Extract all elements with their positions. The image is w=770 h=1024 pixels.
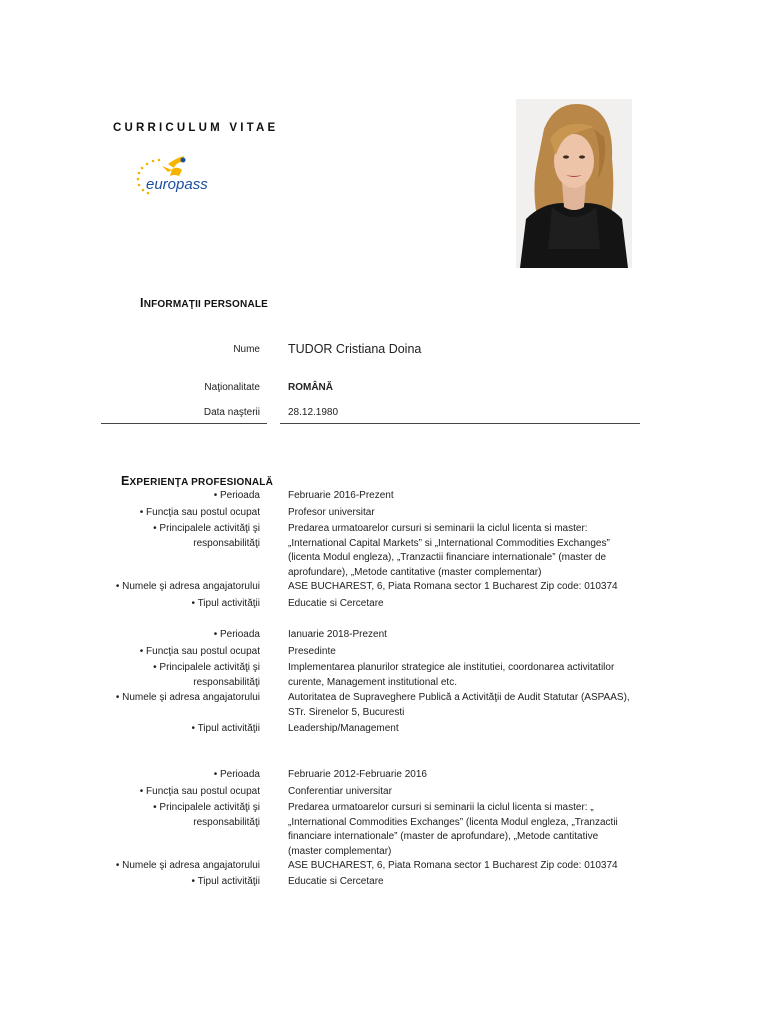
activities-label: • Principalele activităţi şi responsabilităţi: [153, 802, 260, 828]
employer-label: • Numele şi adresa angajatorului: [115, 581, 260, 592]
logo-text: europass: [146, 176, 208, 193]
employer-label: • Numele şi adresa angajatorului: [115, 860, 260, 871]
period-label: • Perioada: [213, 769, 260, 780]
employer-value: Autoritatea de Supraveghere Publică a Activităţii de Audit Statutar (ASPAAS), STr. Sirenelor 5, Bucuresti: [288, 692, 630, 718]
birthdate-value: 28.12.1980: [288, 407, 339, 418]
role-label: • Funcţia sau postul ocupat: [139, 786, 260, 797]
employer-value: ASE BUCHAREST, 6, Piata Romana sector 1 Bucharest Zip code: 010374: [288, 581, 618, 592]
activities-label: • Principalele activităţi şi responsabilităţi: [153, 662, 260, 688]
role-label: • Funcţia sau postul ocupat: [139, 507, 260, 518]
birthdate-label: Data naşterii: [203, 407, 260, 418]
nationality-value: ROMÂNĂ: [288, 382, 333, 393]
divider: [101, 423, 267, 424]
employer-value: ASE BUCHAREST, 6, Piata Romana sector 1 Bucharest Zip code: 010374: [288, 860, 618, 871]
period-value: Februarie 2012-Februarie 2016: [288, 769, 427, 780]
europass-logo: [132, 152, 222, 200]
role-value: Profesor universitar: [288, 507, 375, 518]
role-label: • Funcţia sau postul ocupat: [139, 646, 260, 657]
employer-label: • Numele şi adresa angajatorului: [115, 692, 260, 703]
cv-title: CURRICULUM VITAE: [113, 122, 279, 134]
activities-value: Implementarea planurilor strategice ale institutiei, coordonarea activitatilor curente, Management institutional etc.: [288, 662, 615, 688]
personal-info-heading: INFORMAŢII PERSONALE: [140, 296, 269, 310]
activities-value: Predarea urmatoarelor cursuri si seminarii la ciclul licenta si master: „ „International Commodities Exchanges” (licenta Modul engleza, „Tranzactii financiare internationale” (master de aprofundare), „Metode cantitative (master complementar): [288, 802, 618, 857]
period-label: • Perioada: [213, 629, 260, 640]
experience-heading: EXPERIENŢA PROFESIONALĂ: [121, 474, 274, 488]
activity-type-value: Educatie si Cercetare: [288, 876, 384, 887]
period-value: Februarie 2016-Prezent: [288, 490, 394, 501]
role-value: Presedinte: [288, 646, 336, 657]
period-value: Ianuarie 2018-Prezent: [288, 629, 387, 640]
period-label: • Perioada: [213, 490, 260, 501]
activity-type-label: • Tipul activităţii: [191, 598, 260, 609]
role-value: Conferentiar universitar: [288, 786, 392, 797]
activity-type-value: Educatie si Cercetare: [288, 598, 384, 609]
name-label: Nume: [233, 344, 260, 355]
activity-type-label: • Tipul activităţii: [191, 723, 260, 734]
activity-type-label: • Tipul activităţii: [191, 876, 260, 887]
activities-label: • Principalele activităţi şi responsabilităţi: [153, 523, 260, 549]
activities-value: Predarea urmatoarelor cursuri si seminarii la ciclul licenta si master: „International Capital Markets” si „International Commodities Exchanges” (licenta Modul engleza), „Tranzactii financiare internationale” (master de aprofundare), „Metode cantitative (master complementar): [288, 523, 610, 578]
divider: [280, 423, 640, 424]
name-value: TUDOR Cristiana Doina: [288, 342, 422, 356]
activity-type-value: Leadership/Management: [288, 723, 399, 734]
profile-photo: [516, 99, 632, 268]
nationality-label: Naţionalitate: [204, 382, 260, 393]
